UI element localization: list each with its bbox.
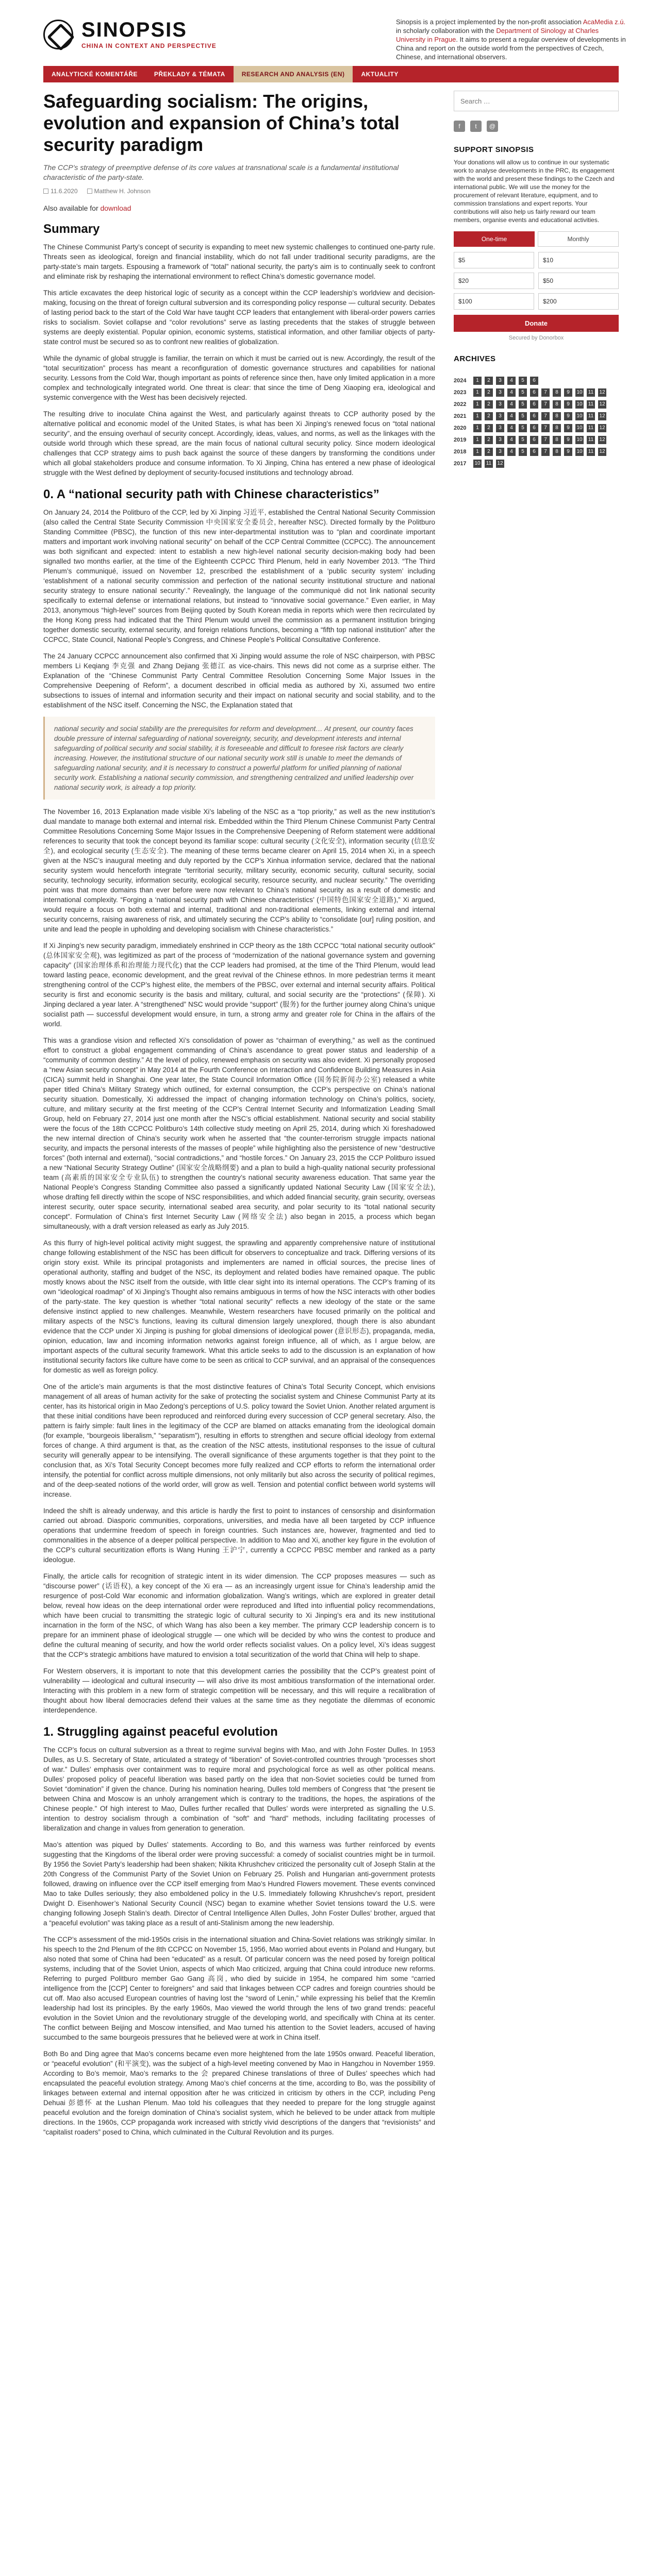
donate-amount[interactable]: $200 <box>538 293 619 310</box>
paragraph: The November 16, 2013 Explanation made visible Xi’s labeling of the NSC as a “top priority,” as well as the new institution’s dual mandate to manage both external and internal risk. Embedded within the Third Plenum Chinese Communist Party Central Committee Resolutions Concerning Some Major Issues in the Comprehensive Deepening of Reform statement were additional references to security that took the concept beyond its familiar scope: cultural security (文化安全), information security (信息安全), and ecological security (生态安全). The meaning of these terms became clearer on April 15, 2014 when Xi, in a speech given at the NSC’s inaugural meeting and duly reported by the CCP’s Xinhua information service, declared that the national security system would henceforth integrate “territorial security, military security, economic security, cultural security, social security, technology security, information security, ecological security, resource security, and nuclear security.” The overriding point was that more domains than ever before were now relevant to China’s national security as a result of domestic and international complexity. “Forging a ‘national security path with Chinese characteristics’ (中国特色国家安全道路),” Xi argued, would require a focus on both external and internal, traditional and non-traditional elements, linking external and internal security concerns, raising awareness of risk, and ultimately securing the CCP’s ability to “consolidate [our] ruling position, and unite and lead the people in upholding and developing socialism with Chinese characteristics.” <box>43 808 435 933</box>
nav-item[interactable]: PŘEKLADY & TÉMATA <box>154 71 225 78</box>
archive-month-link[interactable]: 7 <box>541 388 550 397</box>
archive-month-link[interactable]: 1 <box>473 412 482 420</box>
archive-row <box>454 460 619 468</box>
donate-amount[interactable]: $20 <box>454 273 534 289</box>
also-label: Also available for <box>43 204 101 212</box>
archive-month-link[interactable]: 8 <box>553 436 561 444</box>
archive-month-link[interactable]: 12 <box>598 412 606 420</box>
paragraph: This was a grandiose vision and reflected Xi’s consolidation of power as “chairman of everything,” as well as the continued effort to construct a global engagement commanding of China’s ascendance to great power status and leadership of a “community of common destiny.” At the level of policy, renewed emphasis on security was also evident. Xi personally proposed a “new Asian security concept” in May 2014 at the Fourth Conference on Interaction and Confidence Building Measures in Asia (CICA) summit held in Shanghai. One year later, the State Council Information Office (国务院新闻办公室) released a white paper titled China’s Military Strategy which outlined, for external consumption, the CCP’s perspective on China’s national security situation. Domestically, Xi addressed the impact of changing information technology on China’s politics, society, culture, and military security at the first meeting of the CCP’s Central Internet Security and Informatization Leading Small Group, held on February 27, 2014 just one month after the NSC’s official establishment. National security and social stability were the focus of the 18th CCPCC Politburo’s 14th collective study meeting on April 25, 2014, during which Xi foreshadowed the new internal direction of China’s security work when he asserted that “the counter-terrorism struggle impacts national security, and impacts the personal interests of the masses of people” while highlighting also the persistence of new “destructive forces” (both internal and external), “social contradictions,” and “hostile forces.” On January 23, 2015 the CCP Politburo issued a new “National Security Strategy Outline” (国家安全战略纲要) and a plan to build a high-quality national security professional team (高素质的国家安全专业队伍) to strengthen the country’s national security awareness education. That same year the National People’s Congress Standing Committee also passed a significantly updated National Security Law (国家安全法), whose drafting fell directly within the scope of NSC responsibilities, and which added financial security, grain security, overseas interest security, outer space security, international seabed area security, and polar security to its “total national security concept”. Formulation of China’s first Internet Security Law (网络安全法) also began in 2015, a process which began simultaneously, with a draft version released as early as July 2015. <box>43 1037 435 1230</box>
archive-month-link[interactable]: 9 <box>564 448 572 456</box>
archive-month-link[interactable]: 11 <box>587 424 595 432</box>
paragraph: The 24 January CCPCC announcement also confirmed that Xi Jinping would assume the role of NSC chairperson, with PBSC members Li Keqiang 李克强 and Zhang Dejiang 张德江 as vice-chairs. This news did not come as a surprise either. The Explanation of the “Chinese Communist Party Central Committee Resolution Concerning Some Major Issues in the Comprehensive Deepening of Reform”, a document described in official media as authored by Xi, assumed two entire subsections to issues of internal and information security and their impact on national security and social stability, and to the establishment of the NSC itself. Concerning the NSC, the Explanation stated that <box>43 652 435 709</box>
archive-month-link[interactable]: 2 <box>485 436 493 444</box>
archive-month-link[interactable]: 5 <box>519 377 527 385</box>
archive-month-link[interactable]: 12 <box>598 436 606 444</box>
donate-amount[interactable]: $50 <box>538 273 619 289</box>
archive-month-link[interactable]: 10 <box>575 424 584 432</box>
archive-year: 2019 <box>454 437 467 443</box>
archive-month-link[interactable]: 9 <box>564 388 572 397</box>
nav-item[interactable]: ANALYTICKÉ KOMENTÁŘE <box>52 71 138 78</box>
summary-heading: Summary <box>43 222 100 236</box>
archive-month-link[interactable]: 11 <box>587 412 595 420</box>
article-author-wrap[interactable] <box>87 188 151 195</box>
sidebar <box>454 91 619 468</box>
archive-month-link[interactable]: 5 <box>519 448 527 456</box>
site-name: SINOPSIS <box>81 19 187 41</box>
email-icon[interactable]: @ <box>487 121 498 132</box>
archive-month-link[interactable]: 11 <box>587 448 595 456</box>
section1-body <box>43 1745 435 2137</box>
archive-month-link[interactable]: 5 <box>519 436 527 444</box>
paragraph: Indeed the shift is already underway, and this article is hardly the first to point to instances of censorship and disinformation carried out abroad. Diasporic communities, corporations, universities, and media have all been targeted by CCP influence operations that undermine freedom of speech in foreign countries. Such instances are, however, fragmented and tied to commonalities in the absence of a deeper political perspective. In addition to Mao and Xi, another key figure in the evolution of the CCP’s cultural securitization efforts is Wang Huning 王沪宁, currently a CCPCC PBSC member and ranked as a party ideologue. <box>43 1507 435 1564</box>
archive-month-link[interactable]: 6 <box>530 424 538 432</box>
social-links <box>454 121 619 132</box>
paragraph: The resulting drive to inoculate China against the West, and particularly against threats to CCP authority posed by the alternative political and economic model of the United States, is what has been Xi Jinping’s renewed focus on “total national security”, and the ensuing overhaul of security concept. Accordingly, ideas, values, and norms, as well as the linkages with the outside world through which these spread, are the main focus of national cultural security policy. Since modern ideological challenges that CCP strategy aims to push back against the source of these dangers by transforming the conditions under which all global stakeholders produce and consume information. To Xi Jinping, China has entered a new phase of ideological struggle with the West defined by deployment of security-focused institutions and technology abroad. <box>43 410 435 477</box>
paragraph: Mao’s attention was piqued by Dulles’ statements. According to Bo, and this warness was further reinforced by events suggesting that the Kingdoms of the liberal order were proving successful: a comedy of socialist countries might be in turmoil. By 1956 the Soviet Party’s leadership had been shaken; Nikita Khrushchev criticized the personality cult of Joseph Stalin at the 20th Congress of the Communist Party of the Soviet Union on February 25. Polish and Hungarian anti-government protests followed, drawing on influence over the CCP itself emerging from Mao’s Hundred Flowers movement. These events convinced Mao to take Dulles seriously; they also emboldened policy in the U.S. Immediately following Khrushchev’s report, president Dwight D. Eisenhower’s National Security Council (NSC) began to examine whether Soviet tensions toward the U.S. were changing following Joseph Stalin’s death. Director of Central Intelligence Allen Dulles, John Foster Dulles’ brother, argued that a “peaceful evolution” was taking place as a result of anti-Stalinism among the new leadership. <box>43 1841 435 1927</box>
header-blurb <box>396 18 628 61</box>
archive-month-link[interactable]: 7 <box>541 400 550 409</box>
donate-button[interactable]: Donate <box>454 315 619 332</box>
archive-month-link[interactable]: 4 <box>507 448 516 456</box>
blurb-text-end: . It aims to present a regular overview of developments in China and report on the outside world from the perspectives of Czech, Chinese, and international observers. <box>396 36 626 61</box>
archive-year: 2022 <box>454 401 467 408</box>
donate-tab[interactable]: Monthly <box>538 231 619 247</box>
nav-item[interactable]: RESEARCH AND ANALYSIS (EN) <box>234 66 353 82</box>
archive-month-link[interactable]: 9 <box>564 436 572 444</box>
archive-month-link[interactable]: 11 <box>587 436 595 444</box>
archive-year: 2020 <box>454 425 467 431</box>
archive-month-link[interactable]: 6 <box>530 412 538 420</box>
archive-month-link[interactable]: 8 <box>553 424 561 432</box>
paragraph: One of the article’s main arguments is that the most distinctive features of China’s Total Security Concept, which envisions management of all areas of human activity for the sake of protecting the socialist system and Chinese Communist Party at its center, has its historical origin in Mao Zedong’s perceptions of U.S. policy toward the Soviet Union. Another related argument is that these initial conditions have been reproduced and reinforced during every succession of CCP general secretary. Also, the pattern is fairly simple: fault lines in the legitimacy of the CCP are blamed on attacks emanating from the ideological domain (for example, “bourgeois liberalism,” “separatism”), resulting in efforts to strengthen and secure official ideology from external forces of change. A third argument is that, as the creation of the NSC attests, institutional responses to the issue of cultural security will generally appear to be intensifying. The overall significance of these arguments together is that they point to the conclusion that, as Xi’s Total Security Concept becomes more fully realized and CCP efforts to reform the international order intensify, the potential for conflict across multiple dimensions, not only militarily but also across the security of political regimes, and of the deep-seated notions of the world order, will grow as well. Tension and potential conflict between world systems will increase. <box>43 1383 435 1498</box>
sinology-department-link[interactable]: Department of Sinology at Charles University in Prague <box>396 27 599 43</box>
section1-heading: 1. Struggling against peaceful evolution <box>43 1725 278 1739</box>
support-text: Your donations will allow us to continue in our systematic work to analyse developments in the PRC, its engagement with the world and present these findings to the Czech and international public. We will use the money for the procurement of relevant literature, equipment, and to commission translations and expert reports. Your contributions will also help us fairly reward our team members, organise events and educational activities. <box>454 159 615 224</box>
archive-month-link[interactable]: 10 <box>575 448 584 456</box>
section0-body-b <box>43 807 435 1231</box>
archive-month-link[interactable]: 8 <box>553 388 561 397</box>
archive-month-link[interactable]: 10 <box>575 400 584 409</box>
article-date-wrap <box>43 188 78 195</box>
acamedia-link[interactable]: AcaMedia z.ú. <box>583 18 626 26</box>
nav-item[interactable]: AKTUALITY <box>361 71 399 78</box>
blurb-text-start: Sinopsis is a project implemented by the non-profit association <box>396 18 583 26</box>
archive-month-link[interactable]: 10 <box>575 388 584 397</box>
archive-year: 2024 <box>454 378 467 384</box>
archive-month-link[interactable]: 12 <box>496 460 504 468</box>
archive-month-link[interactable]: 4 <box>507 388 516 397</box>
archive-month-link[interactable]: 2 <box>485 377 493 385</box>
archive-month-link[interactable]: 12 <box>598 400 606 409</box>
donate-amount[interactable]: $10 <box>538 252 619 268</box>
archive-month-link[interactable]: 1 <box>473 388 482 397</box>
archive-month-link[interactable]: 1 <box>473 424 482 432</box>
paragraph: This article excavates the deep historical logic of security as a concept within the CCP leadership’s worldview and decision-making, focusing on the threat of foreign cultural subversion and its corresponding policy response — cultural security. Debates of lasting period back to the start of the Cold War have taught CCP leaders that entanglement with liberal-order powers carries risks to socialism. Soviet collapse and “color revolutions” serve as lasting precedents that the stakes of struggle between systems are deeply existential. Popular opinion, economic systems, statistical information, and other familiar objects of party-state control must be secured so as to confront new realities of globalization. <box>43 289 435 346</box>
archive-year: 2017 <box>454 461 467 467</box>
donorbox-note: Secured by Donorbox <box>508 335 564 341</box>
archive-month-link[interactable]: 11 <box>485 460 493 468</box>
archive-month-link[interactable]: 7 <box>541 412 550 420</box>
archive-month-link[interactable]: 11 <box>587 400 595 409</box>
archive-month-link[interactable]: 4 <box>507 424 516 432</box>
archive-row <box>454 436 619 444</box>
paragraph: As this flurry of high-level political activity might suggest, the sprawling and apparently comprehensive nature of institutional change following establishment of the NSC has been difficult for observers to conceptualize and track. Differing versions of its origin story exist. While its principal protagonists and implementers are named in official sources, the precise lines of operational authority, staffing and budget of the NSC, its deployment and related bodies have remained opaque. The public mostly knows about the NSC itself from the outside, with little clear sight into its internal operations. The CCP’s framing of its own “ideological roadmap” of Xi Jinping’s Thought also remains ambiguous in terms of how the NSC interacts with other bodies of the party-state. The key question is whether “total national security” reflects a new ideology of the state or the same defensive instinct applied to new challenges. Meanwhile, Western researchers have focused primarily on the political and military aspects of the NSC’s functions, leaving its cultural dimension largely unexplored, though there is also abundant evidence that the CCP under Xi Jinping is pushing for global dimensions of ideological power (意识形态), propaganda, media, opinion, education, law and incoming information networks against foreign influence, all of which, as I argue below, are important aspects of the cultural security framework. What this article seeks to add to the discussion is an explanation of how institutional security factors like culture have come to be seen as critical to CCP survival, and an appraisal of the consequences for domestic as well as foreign policy. <box>43 1239 435 1374</box>
also-available <box>43 204 435 212</box>
support-heading: SUPPORT SINOPSIS <box>454 145 534 154</box>
archive-month-link[interactable]: 2 <box>485 400 493 409</box>
article-author[interactable]: Matthew H. Johnson <box>94 188 151 195</box>
archive-row <box>454 424 619 432</box>
site-tagline: CHINA IN CONTEXT AND PERSPECTIVE <box>81 42 217 49</box>
archive-month-link[interactable]: 6 <box>530 388 538 397</box>
archive-month-link[interactable]: 9 <box>564 412 572 420</box>
article-meta <box>43 188 435 195</box>
archive-month-link[interactable]: 3 <box>496 436 504 444</box>
archive-month-link[interactable]: 7 <box>541 424 550 432</box>
archive-month-link[interactable]: 9 <box>564 400 572 409</box>
paragraph: While the dynamic of global struggle is familiar, the terrain on which it must be carried out is new. Accordingly, the result of the “total securitization” process has meant a reconfiguration of domestic governance structures and capabilities for national security. Lessons from the Cold War, though important as points of reference since then, have only limited application in a more complex and technologically integrated world. One threat is clear: that since the time of Deng Xiaoping era, ideological and systemic convergence with the West has been decisively rejected. <box>43 354 435 401</box>
site-header <box>0 0 662 62</box>
archive-month-link[interactable]: 10 <box>575 412 584 420</box>
archive-row <box>454 412 619 420</box>
archive-month-link[interactable]: 1 <box>473 377 482 385</box>
section0-heading: 0. A “national security path with Chinese characteristics” <box>43 487 379 501</box>
archive-month-link[interactable]: 5 <box>519 412 527 420</box>
article-title: Safeguarding socialism: The origins, evolution and expansion of China’s total security paradigm <box>43 91 400 155</box>
paragraph: Both Bo and Ding agree that Mao’s concerns became even more heightened from the late 1950s onward. Peaceful liberation, or “peaceful evolution” (和平演变), was the subject of a high-level meeting convened by Mao in Hangzhou in November 1959. According to Bo’s memoir, Mao’s remarks to the 会 prepared Chinese translations of three of Dulles’ speeches which had encapsulated the peaceful evolution strategy. Among Mao’s chief concerns at the time, according to Bo, was the possibility of linkages between external and internal opposition after he was criticized in criticism by others in the CCP, including Peng Dehuai 彭德怀 at the Lushan Plenum. Mao told his colleagues that they needed to prepare for the long struggle against peaceful evolution and the foreign domination of China’s socialist system, which he believed to be under attack from multiple directions. In the 1960s, CCP propaganda work increased with strictly vivid descriptions of the dangers that “revisionists” and “capitalist roaders” posed to China, which culminated in the Cultural Revolution and its purges. <box>43 2050 435 2136</box>
site-logo[interactable] <box>43 20 217 49</box>
paragraph: If Xi Jinping’s new security paradigm, immediately enshrined in CCP theory as the 18th CCPCC “total national security outlook” (总体国家安全观), was legitimized as part of the process of “modernization of the national governance system and governing capacity” (国家治理体系和治理能力现代化) that the CCP leaders had promised, at the time of the Third Plenum, would lead toward lasting peace, economic development, and the great revival of the Chinese ethnos. In more pedestrian terms it meant strengthening control of the CCP’s highest elite, the members of the PBSC, over external and internal security affairs. Political security is first and economic security is the basis and military, cultural, and social security are the “protections” (保障). Xi Jinping declared a year later. A “strengthened” NSC would provide “support” (服务) for the further journey along China’s unique socialist path — successful development would ensure, in turn, a strong army and greater role for China in the affairs of the world. <box>43 942 435 1028</box>
archive-month-link[interactable]: 3 <box>496 388 504 397</box>
search-input[interactable] <box>454 91 619 111</box>
archive-month-link[interactable]: 4 <box>507 436 516 444</box>
archive-month-link[interactable]: 6 <box>530 448 538 456</box>
archive-month-link[interactable]: 8 <box>553 412 561 420</box>
sinopsis-logo-icon <box>43 20 73 49</box>
archive-month-link[interactable]: 3 <box>496 448 504 456</box>
archive-year: 2018 <box>454 449 467 455</box>
archive-month-link[interactable]: 4 <box>507 412 516 420</box>
paragraph: On January 24, 2014 the Politburo of the CCP, led by Xi Jinping 习近平, established the Central National Security Commission (also called the Central State Security Commission 中央国家安全委员会, hereafter NSC). Directed formally by the Politburo Standing Committee (PBSC), the function of this new inter-departmental institution was to “plan and coordinate important matters and important work involving national security” on behalf of the CCP Central Committee (CCPCC). The announcement was both significant and expected: intent to establish a new high-level national security decision-making body had been signalled two months earlier, at the time of the Eighteenth CCPCC Third Plenum, held in early November 2013. “The Third Plenum’s communiqué, issued on November 12, prescribed the establishment of a ‘public security system’ including ‘establishment of a national security commission and perfection of the national security institutional structure and national security strategy to ensure national security’.” Revealingly, the language of the communiqué did not link national security specifically to external defense or international relations, but instead to “innovative social governance.” Even earlier, in May 2013, anonymous “high-level” sources from Beijing quoted by South Korean media in reports which were then recirculated by the Hong Kong press had indicated that the Third Plenum would unveil the commission as a permanent institution bringing together domestic security, external security, and foreign relations functions, becoming a “fifth top national institution” after the CCPCC, State Council, National People’s Congress, and Chinese People’s Political Consultative Conference. <box>43 509 435 643</box>
archive-month-link[interactable]: 4 <box>507 400 516 409</box>
archives-heading: ARCHIVES <box>454 354 496 363</box>
paragraph: Finally, the article calls for recognition of strategic intent in its wider dimension. The CCP proposes measures — such as “discourse power” (话语权), a key concept of the Xi era — as an increasingly urgent issue for China’s leadership amid the resurgence of post-Cold War economic and information globalization. Wang’s writings, which are explored in greater detail below, reveal how ideas on the deep international order were reproduced and lifted into influential policy recommendations, which have been crucial to transmitting the strategic logic of cultural security to Xi Jinping’s era and its new institutional incarnation in the form of the NSC, of which Wang has also been a key member. The primary CCP leadership concern is to prepare for an imminent phase of ideological struggle — one which will be decided by who wins the contest to produce and define the cultural meaning of security, and how the world order reflects socialist values. On a policy level, Xi’s ideas suggest that the CCP’s strategic ambitions have matured to envision a total securitization of the world that China will help to shape. <box>43 1572 435 1658</box>
archive-month-link[interactable]: 3 <box>496 424 504 432</box>
paragraph: The CCP’s focus on cultural subversion as a threat to regime survival begins with Mao, and with John Foster Dulles. In 1953 Dulles, as U.S. Secretary of State, articulated a strategy of “liberation” of Soviet-controlled countries through “processes short of war.” Dulles’ emphasis over containment was to require moral and psychological force as well as other political means. Dulles’ proposed policy of peaceful liberation was based partly on the idea that non-Soviet societies could be turned from Soviet “domination” if given the chance. During his nomination hearing, Dulles told members of Congress that “the present tie between China and Moscow is an unholy arrangement which is contrary to the traditions, the hopes, the aspirations of the Chinese people.” Of high interest to Mao, Dulles further recalled that Dulles’ words were interpreted as signalling the U.S. intention to destroy socialism through a combination of “soft” and “hard” methods, including facilitating processes of liberalization and change in values from generation to generation. <box>43 1746 435 1832</box>
download-link[interactable]: download <box>100 204 131 212</box>
logo-text <box>81 20 217 49</box>
archive-month-link[interactable]: 10 <box>575 436 584 444</box>
archive-year: 2021 <box>454 413 467 419</box>
archive-month-link[interactable]: 4 <box>507 377 516 385</box>
archive-month-link[interactable]: 2 <box>485 412 493 420</box>
archive-month-link[interactable]: 5 <box>519 400 527 409</box>
archive-month-link[interactable]: 3 <box>496 412 504 420</box>
archive-month-link[interactable]: 10 <box>473 460 482 468</box>
archive-month-link[interactable]: 8 <box>553 400 561 409</box>
paragraph: The Chinese Communist Party’s concept of security is expanding to meet new systemic challenges to continued one-party rule. Threats seen as ideological, foreign and financial instability, which do not fall under traditional security paradigms, are the party-state’s main targets. Espousing a framework of “total” national security, the party’s aim is to continually seek to confront and eliminate risk by reshaping the international environment to reflect China’s domestic governance model. <box>43 243 435 280</box>
section0-body-c <box>43 1238 435 1715</box>
archive-month-link[interactable]: 12 <box>598 448 606 456</box>
donate-amount[interactable]: $5 <box>454 252 534 268</box>
archive-month-link[interactable]: 8 <box>553 448 561 456</box>
archive-year: 2023 <box>454 389 467 396</box>
calendar-icon <box>43 189 48 194</box>
archive-month-link[interactable]: 5 <box>519 424 527 432</box>
archive-row <box>454 377 619 385</box>
archive-month-link[interactable]: 7 <box>541 436 550 444</box>
archive-month-link[interactable]: 1 <box>473 436 482 444</box>
archive-month-link[interactable]: 11 <box>587 388 595 397</box>
paragraph: For Western observers, it is important to note that this development carries the possibility that the CCP’s greatest point of vulnerability — ideological and cultural insecurity — will also drive its most ambitious transformation of the international order. Interacting with this problem in a new form of strategic competition will be necessary, and this will require a recalibration of thought about how liberal democracies defend their values at the same time as they negotiate the dilemmas of economic interdependence. <box>43 1667 435 1714</box>
donate-amount[interactable]: $100 <box>454 293 534 310</box>
blurb-text-mid: in scholarly collaboration with the <box>396 27 496 35</box>
archive-row <box>454 448 619 456</box>
archives-list <box>454 377 619 468</box>
twitter-icon[interactable]: t <box>470 121 482 132</box>
archive-month-link[interactable]: 12 <box>598 424 606 432</box>
archive-month-link[interactable]: 7 <box>541 448 550 456</box>
archive-month-link[interactable]: 2 <box>485 448 493 456</box>
donate-amounts <box>454 252 619 310</box>
archive-month-link[interactable]: 6 <box>530 377 538 385</box>
archive-month-link[interactable]: 1 <box>473 448 482 456</box>
archive-month-link[interactable]: 9 <box>564 424 572 432</box>
archive-row <box>454 400 619 409</box>
archive-month-link[interactable]: 3 <box>496 400 504 409</box>
archive-month-link[interactable]: 6 <box>530 400 538 409</box>
archive-month-link[interactable]: 3 <box>496 377 504 385</box>
donate-frequency <box>454 231 619 247</box>
archive-month-link[interactable]: 5 <box>519 388 527 397</box>
article-lede: The CCP’s strategy of preemptive defense of its core values at transnational scale is a fundamental institutional characteristic of the party-state. <box>43 163 399 181</box>
article <box>43 91 435 2144</box>
archive-row <box>454 388 619 397</box>
donate-tab[interactable]: One-time <box>454 231 535 247</box>
archive-month-link[interactable]: 12 <box>598 388 606 397</box>
archive-month-link[interactable]: 2 <box>485 388 493 397</box>
archive-month-link[interactable]: 6 <box>530 436 538 444</box>
paragraph: The CCP’s assessment of the mid-1950s crisis in the international situation and China-Soviet relations was strikingly similar. In his speech to the 2nd Plenum of the 8th CCPCC on November 15, 1956, Mao worried about events in Poland and Hungary, but also noted that some of China had been “educated” as a result. Of particular concern was the need posed by foreign political systems, including that of the Soviet Union, aspects of which Mao criticized, arguing that China could introduce new reforms. Referring to purged Politburo member Gao Gang 高岗, who died by suicide in 1954, he compared him some “carried intelligence from the [CCP] Center to foreigners” and said that linkages between CCP cadres and foreign countries should be cut off. Mao also accused European countries of having lost the “sword of Lenin,” while expressing his belief that the Kremlin leadership had lost its principles. By the early 1960s, Mao viewed the world through the lens of two grand trends: peaceful evolution in the Soviet Union and the revolutionary struggle of the developing world, and specifically with China at its center. The conflict between Beijing and Moscow intensified, and Mao turned his attention to the Soviet leaders, accused of having succumbed to the same bourgeois pressures that he believed were at work in China itself. <box>43 1936 435 2041</box>
facebook-icon[interactable]: f <box>454 121 465 132</box>
main-nav <box>43 66 619 82</box>
section0-body <box>43 507 435 710</box>
user-icon <box>87 189 92 194</box>
archive-month-link[interactable]: 2 <box>485 424 493 432</box>
archive-month-link[interactable]: 1 <box>473 400 482 409</box>
explanation-quote: national security and social stability are the prerequisites for reform and development… At present, our country faces double pressure of internal safeguarding of national sovereignty, security, and development interests and internal safeguarding of political security and social stability, it is foreseeable and difficult to foresee risk factors are clearly increasing. However, the institutional structure of our national security work still is unable to meet the demands of safeguarding national security, and it is necessary to construct a powerful platform for unified planning of national security work. Establishing a national security commission, and strengthening centralized and unified leadership over national security work, is already a top priority. <box>43 717 435 800</box>
article-date: 11.6.2020 <box>51 188 78 195</box>
summary-body <box>43 242 435 478</box>
